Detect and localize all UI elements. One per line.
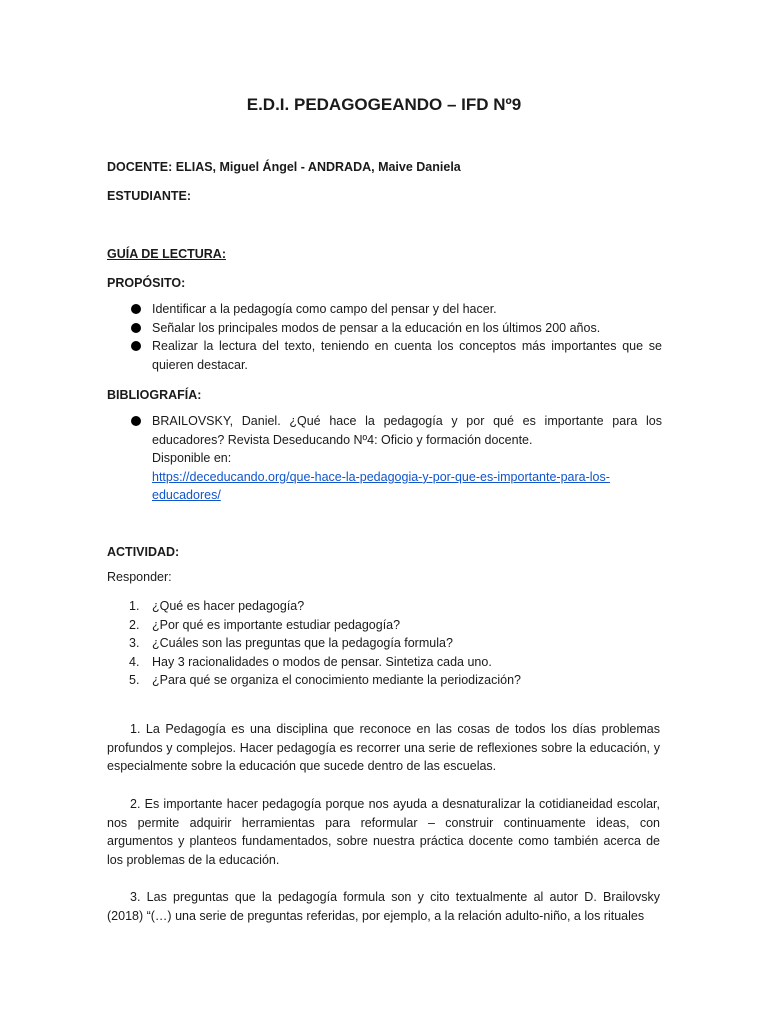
answer-paragraph-2: 2. Es importante hacer pedagogía porque nos ayuda a desnaturalizar la cotidianeidad escolar, nos permite adquirir herramientas para reformular – construir continuamente ideas, con argumentos y planteos fundamentados, sobre nuestra práctica docente como también acerca de los problemas de la educación.: [107, 797, 660, 867]
bullet-icon: [131, 416, 141, 426]
bullet-icon: [131, 341, 141, 351]
list-item: Realizar la lectura del texto, teniendo en cuenta los conceptos más importantes que se quieren destacar.: [107, 337, 662, 374]
list-item: [107, 412, 662, 505]
document-title: E.D.I. PEDAGOGEANDO – IFD Nº9: [246, 95, 522, 114]
bullet-icon: [131, 304, 141, 314]
guia-heading: GUÍA DE LECTURA:: [107, 247, 226, 261]
bibliography-link[interactable]: https://deceducando.org/que-hace-la-pedagogia-y-por-que-es-importante-para-los-educadores/: [152, 469, 610, 503]
bibliografia-list: [107, 412, 662, 505]
responder-label: Responder:: [107, 570, 172, 584]
list-item: 1. ¿Qué es hacer pedagogía?: [129, 599, 305, 613]
list-item: Señalar los principales modos de pensar a la educación en los últimos 200 años.: [107, 319, 662, 338]
disponible-label: Disponible en:: [152, 451, 232, 466]
answer-paragraph-1: 1. La Pedagogía es una disciplina que reconoce en las cosas de todos los días problemas profundos y complejos. Hacer pedagogía es recorrer una serie de reflexiones sobre la educación, y especialmente sobre la educación que sucede dentro de las escuelas.: [107, 722, 660, 774]
docente-line: DOCENTE: ELIAS, Miguel Ángel - ANDRADA, Maive Daniela: [107, 160, 461, 174]
list-item: 4. Hay 3 racionalidades o modos de pensar. Sintetiza cada uno.: [129, 654, 492, 669]
list-item: 5. ¿Para qué se organiza el conocimiento mediante la periodización?: [129, 673, 521, 688]
list-item: 3. ¿Cuáles son las preguntas que la pedagogía formula?: [129, 636, 453, 651]
bibliografia-heading: BIBLIOGRAFÍA:: [107, 388, 202, 402]
estudiante-line: ESTUDIANTE:: [107, 189, 192, 203]
citation-text: BRAILOVSKY, Daniel. ¿Qué hace la pedagogía y por qué es importante para los educadores? Revista Deseducando Nº4: Oficio y formación docente.: [152, 414, 662, 447]
questions-list: [107, 597, 662, 690]
answer-paragraph-3: 3. Las preguntas que la pedagogía formula son y cito textualmente al autor D. Brailovsky (2018) “(…) una serie de preguntas referidas, por ejemplo, a la relación adulto-niño, a los rituales: [107, 890, 660, 923]
bullet-icon: [131, 323, 141, 333]
actividad-heading: ACTIVIDAD:: [107, 545, 180, 559]
list-item: Identificar a la pedagogía como campo del pensar y del hacer.: [107, 300, 662, 319]
proposito-list: [107, 300, 662, 374]
list-item: 2. ¿Por qué es importante estudiar pedagogía?: [129, 617, 401, 632]
proposito-heading: PROPÓSITO:: [107, 276, 186, 290]
